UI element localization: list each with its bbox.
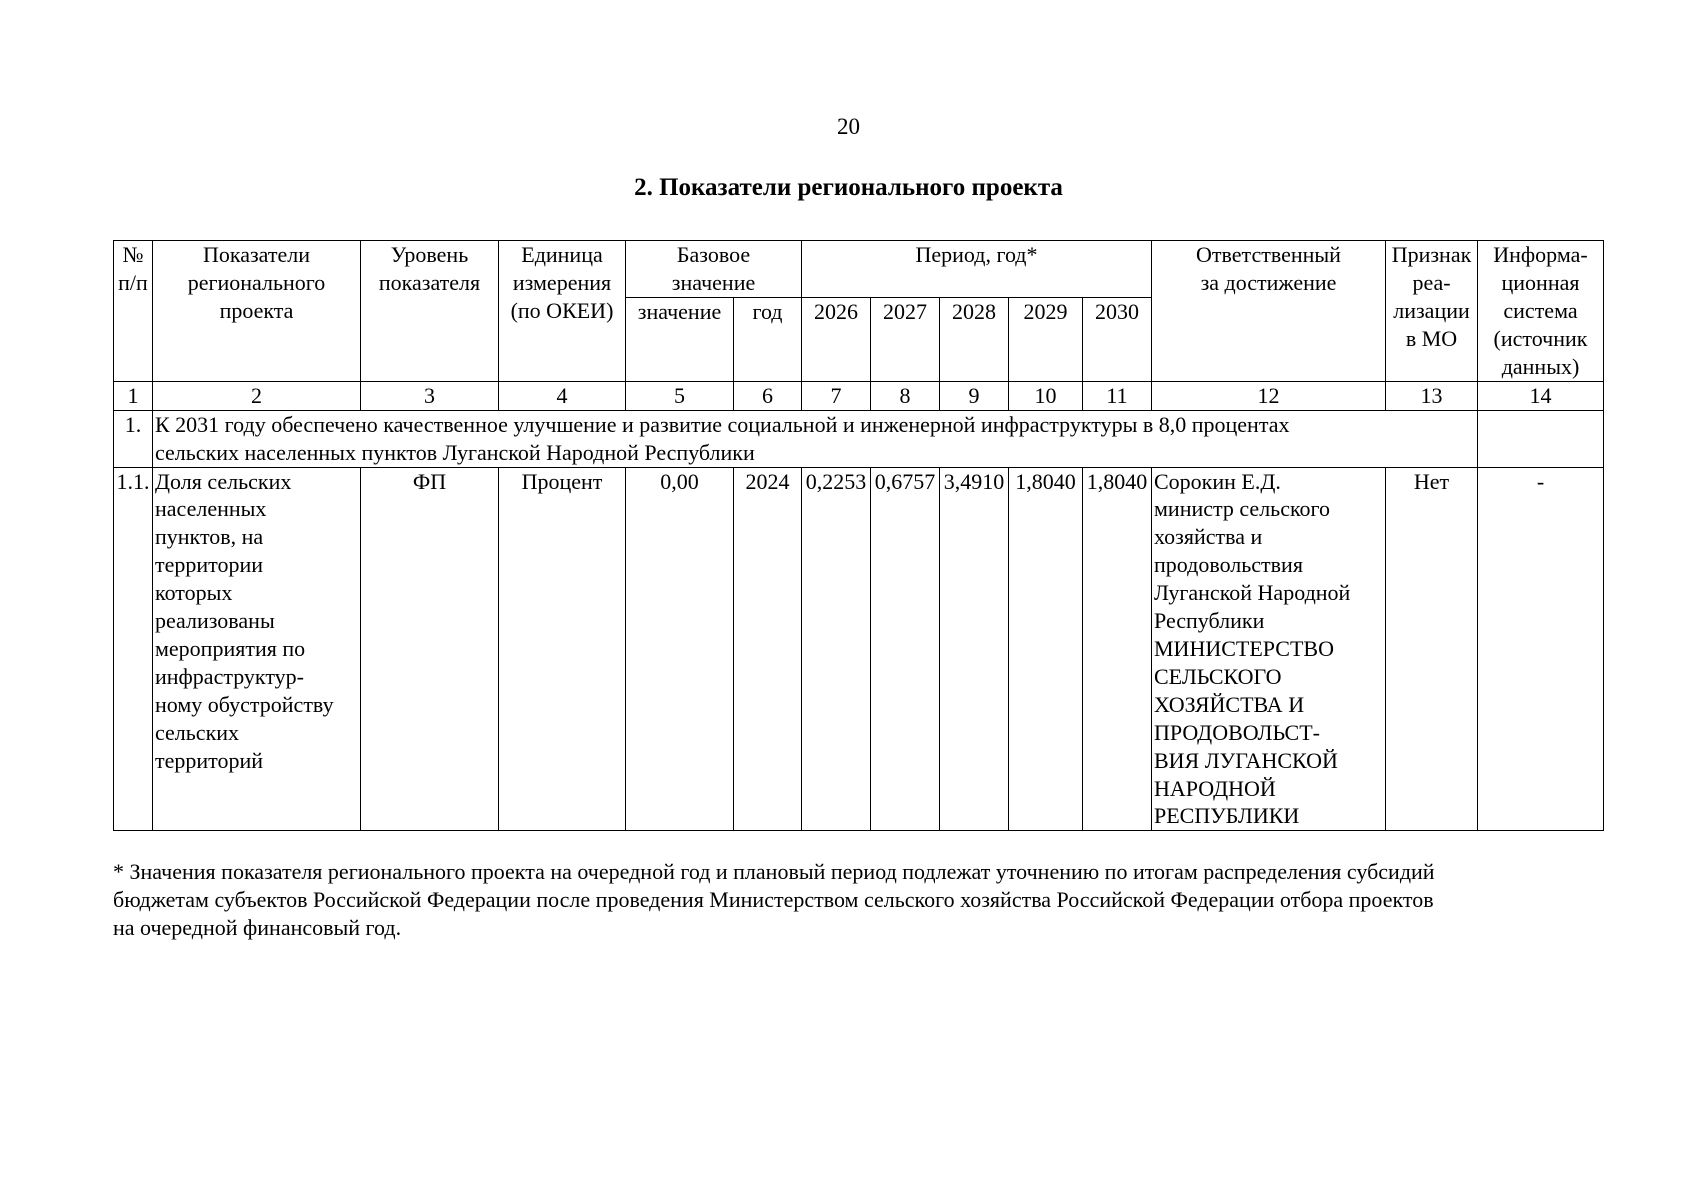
column-number: 6	[734, 381, 802, 410]
column-number: 13	[1386, 381, 1478, 410]
header-year-2028: 2028	[940, 297, 1009, 381]
header-year-2027: 2027	[871, 297, 940, 381]
header-info-system: Информа- ционная система (источник данных)	[1478, 241, 1604, 382]
row-responsible: Сорокин Е.Д. министр сельского хозяйства и продовольствия Луганской Народной Республики МИНИСТЕРСТВО СЕЛЬСКОГО ХОЗЯЙСТВА И ПРОДОВОЛЬСТ- ВИЯ ЛУГАНСКОЙ НАРОДНОЙ РЕСПУБЛИКИ	[1152, 467, 1386, 831]
header-base-value: значение	[626, 297, 734, 381]
goal-text: К 2031 году обеспечено качественное улучшение и развитие социальной и инженерной инфраструктуры в 8,0 процентах сельских населенных пунктов Луганской Народной Республики	[153, 410, 1478, 467]
row-level: ФП	[361, 467, 499, 831]
column-number: 8	[871, 381, 940, 410]
row-value-2026: 0,2253	[802, 467, 871, 831]
header-year-2030: 2030	[1083, 297, 1152, 381]
column-number: 9	[940, 381, 1009, 410]
goal-row	[114, 410, 1604, 467]
column-numbers-row	[114, 381, 1604, 410]
header-base: Базовое значение	[626, 241, 802, 298]
header-unit: Единица измерения (по ОКЕИ)	[499, 241, 626, 382]
column-number: 12	[1152, 381, 1386, 410]
header-feature: Признак реа- лизации в МО	[1386, 241, 1478, 382]
column-number: 1	[114, 381, 153, 410]
row-feature: Нет	[1386, 467, 1478, 831]
header-year-2026: 2026	[802, 297, 871, 381]
header-base-year: год	[734, 297, 802, 381]
header-responsible: Ответственный за достижение	[1152, 241, 1386, 382]
column-number: 3	[361, 381, 499, 410]
section-title: 2. Показатели регионального проекта	[634, 174, 1063, 201]
column-number: 11	[1083, 381, 1152, 410]
column-number: 10	[1009, 381, 1083, 410]
header-level: Уровень показателя	[361, 241, 499, 382]
column-number: 2	[153, 381, 361, 410]
row-info-system: -	[1478, 467, 1604, 831]
header-year-2029: 2029	[1009, 297, 1083, 381]
row-base-year: 2024	[734, 467, 802, 831]
column-number: 4	[499, 381, 626, 410]
row-base-value: 0,00	[626, 467, 734, 831]
column-number: 14	[1478, 381, 1604, 410]
footnote: * Значения показателя регионального проекта на очередной год и плановый период подлежат уточнению по итогам распределения субсидий бюджетам субъектов Российской Федерации после проведения Министерством сельского хозяйства Российской Федерации отбора проектов на очередной финансовый год.	[113, 859, 1435, 940]
row-value-2029: 1,8040	[1009, 467, 1083, 831]
column-number: 5	[626, 381, 734, 410]
row-value-2027: 0,6757	[871, 467, 940, 831]
goal-empty-cell	[1478, 410, 1604, 467]
row-value-2030: 1,8040	[1083, 467, 1152, 831]
row-num: 1.1.	[114, 467, 153, 831]
table-row	[114, 467, 1604, 831]
page-number: 20	[837, 114, 860, 139]
header-num: № п/п	[114, 241, 153, 382]
header-row-top	[114, 241, 1604, 298]
indicators-table	[113, 240, 1604, 831]
header-period: Период, год*	[802, 241, 1152, 298]
row-indicator: Доля сельских населенных пунктов, на территории которых реализованы мероприятия по инфраструктур- ному обустройству сельских территорий	[153, 467, 361, 831]
row-value-2028: 3,4910	[940, 467, 1009, 831]
goal-num: 1.	[114, 410, 153, 467]
header-indicators: Показатели регионального проекта	[153, 241, 361, 382]
row-unit: Процент	[499, 467, 626, 831]
column-number: 7	[802, 381, 871, 410]
